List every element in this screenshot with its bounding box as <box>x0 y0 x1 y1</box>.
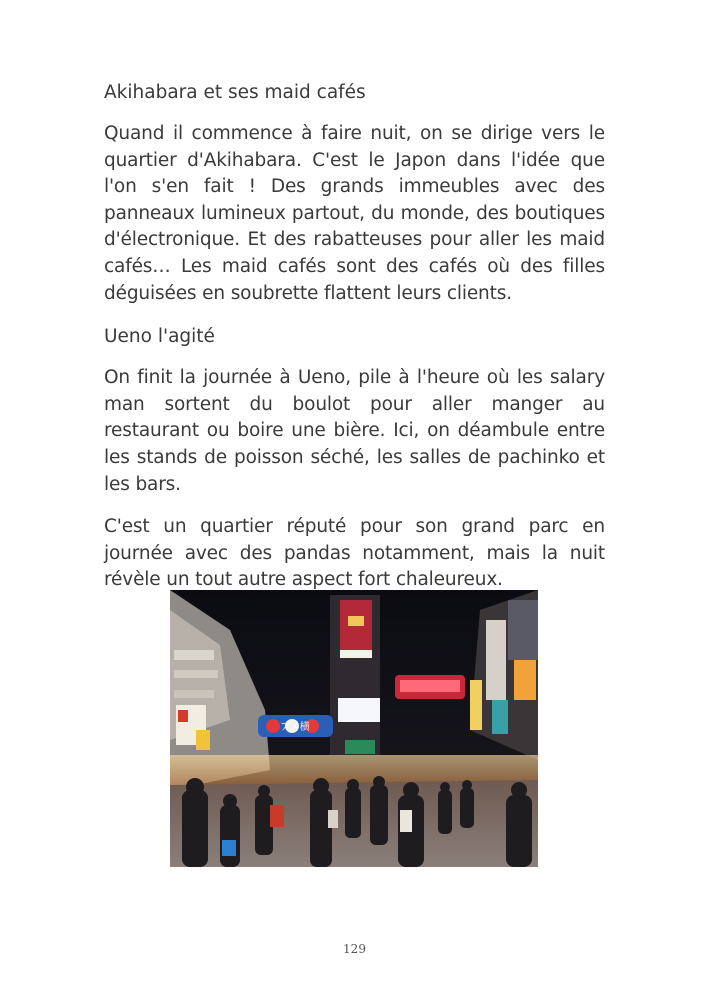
paragraph-akihabara: Quand il commence à faire nuit, on se dirige vers le quartier d'Akihabara. C'est le Japon dans l'idée que l'on s'en fait ! Des grands immeubles avec des panneaux lumineux partout, du monde, des boutiques d'électronique. Et des rabatteuses pour aller les maid cafés… Les maid cafés sont des cafés où des filles déguisées en soubrette flattent leurs clients. <box>104 123 605 304</box>
page-body <box>104 79 605 610</box>
paragraph-ueno-2: C'est un quartier réputé pour son grand parc en journée avec des pandas notamment, mais la nuit révèle un tout autre aspect fort chaleureux. <box>104 516 605 591</box>
section-heading-ueno: Ueno l'agité <box>104 326 215 348</box>
page-number: 129 <box>343 942 366 956</box>
section-heading-akihabara: Akihabara et ses maid cafés <box>104 82 366 103</box>
gate-sign-text: アメ横 <box>280 722 310 733</box>
ueno-street-photo <box>170 590 538 867</box>
paragraph-ueno-1: On finit la journée à Ueno, pile à l'heure où les salary man sortent du boulot pour aller manger au restaurant ou boire une bière. Ici, on déambule entre les stands de poisson séché, les salles de pachinko et les bars. <box>104 367 605 495</box>
